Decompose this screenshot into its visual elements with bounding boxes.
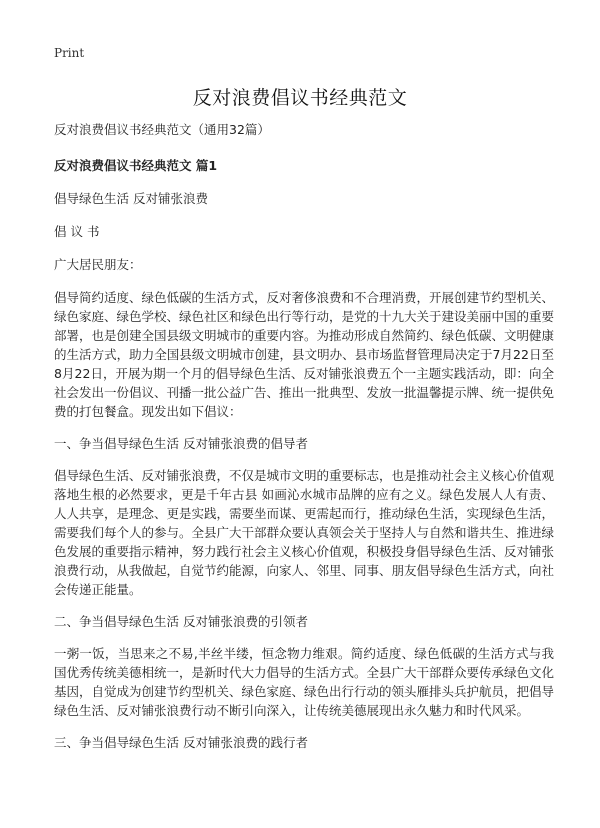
subheading-2: 二、争当倡导绿色生活 反对铺张浪费的引领者 bbox=[54, 614, 308, 629]
slogan-line: 倡导绿色生活 反对铺张浪费 bbox=[54, 191, 208, 206]
section-heading: 反对浪费倡议书经典范文 篇1 bbox=[54, 158, 218, 173]
greeting-line: 广大居民朋友： bbox=[54, 257, 142, 272]
subheading-3: 三、争当倡导绿色生活 反对铺张浪费的践行者 bbox=[54, 735, 308, 750]
document-body bbox=[54, 120, 554, 765]
paragraph-leader: 一粥一饭，当思来之不易,半丝半缕，恒念物力维艰。简约适度、绿色低碳的生活方式与我国优秀传统美德相统一，是新时代大力倡导的生活方式。全县广大干部群众要传承绿色文化基因，自觉成为创建节约型机关、绿色家庭、绿色出行行动的领头雁排头兵护航员，把倡导绿色生活、反对铺张浪费行动不断引向深入，让传统美德展现出永久魅力和时代风采。 bbox=[54, 646, 555, 718]
paragraph-intro: 倡导简约适度、绿色低碳的生活方式，反对奢侈浪费和不合理消费，开展创建节约型机关、绿色家庭、绿色学校、绿色社区和绿色出行等行动，是党的十九大关于建设美丽中国的重要部署，也是创建全国县级文明城市的重要内容。为推动形成自然简约、绿色低碳、文明健康的生活方式，助力全国县级文明城市创建，县文明办、县市场监督管理局决定于7月22日至8月22日，开展为期一个月的倡导绿色生活、反对铺张浪费五个一主题实践活动，即：向全社会发出一份倡议、刊播一批公益广告、推出一批典型、发放一批温馨提示牌、统一提供免费的打包餐盒。现发出如下倡议： bbox=[54, 290, 555, 419]
document-subtitle: 反对浪费倡议书经典范文（通用32篇） bbox=[54, 122, 270, 137]
page-title: 反对浪费倡议书经典范文 bbox=[192, 87, 408, 109]
proposal-label: 倡 议 书 bbox=[54, 224, 100, 239]
print-label: Print bbox=[54, 46, 85, 60]
subheading-1: 一、争当倡导绿色生活 反对铺张浪费的倡导者 bbox=[54, 436, 308, 451]
paragraph-advocate: 倡导绿色生活、反对铺张浪费，不仅是城市文明的重要标志，也是推动社会主义核心价值观落地生根的必然要求，更是千年古县 如画沁水城市品牌的应有之义。绿色发展人人有责、人人共享，是理念、更是实践，需要坐而谋、更需起而行，推动绿色生活，实现绿色生活，需要我们每个人的参与。全县广大干部群众要认真领会关于坚持人与自然和谐共生、推进绿色发展的重要指示精神，努力践行社会主义核心价值观，积极投身倡导绿色生活、反对铺张浪费行动，从我做起，自觉节约能源，向家人、邻里、同事、朋友倡导绿色生活方式，向社会传递正能量。 bbox=[54, 468, 555, 597]
